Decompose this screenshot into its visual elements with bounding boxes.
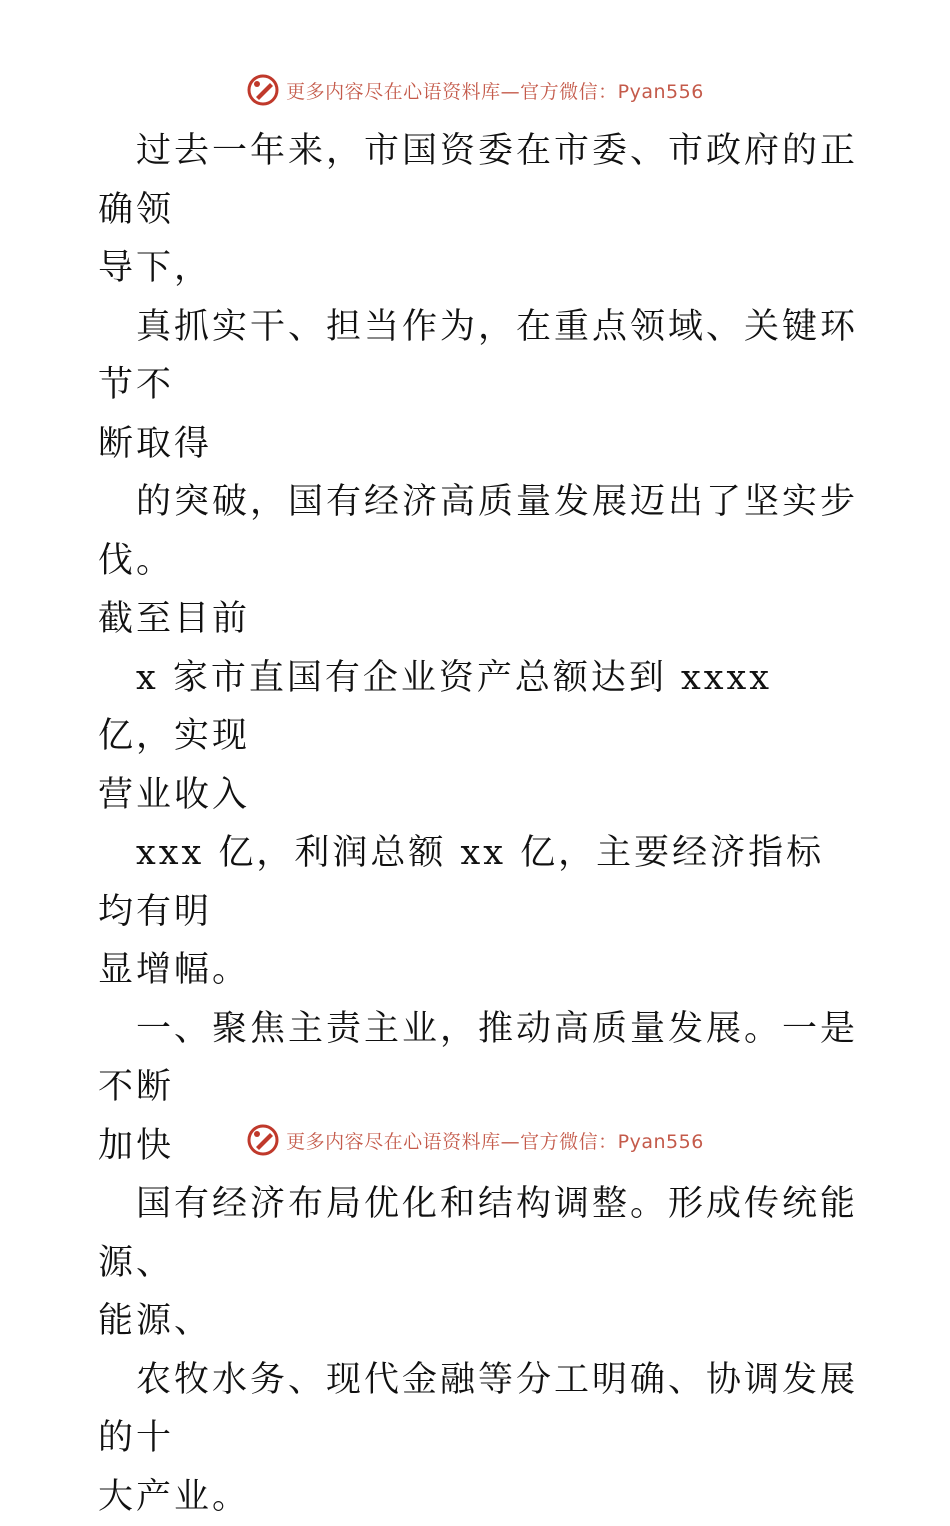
paragraph-3: 的突破，国有经济高质量发展迈出了坚实步伐。 截至目前 bbox=[98, 473, 858, 649]
red-ink-pen-logo-icon bbox=[246, 73, 280, 107]
footer-banner-text: 更多内容尽在心语资料库—官方微信：Pyan556 bbox=[286, 1127, 704, 1154]
red-ink-pen-logo-icon bbox=[246, 1123, 280, 1157]
paragraph-1: 过去一年来，市国资委在市委、市政府的正确领 导下， bbox=[98, 122, 858, 298]
paragraph-4: x 家市直国有企业资产总额达到 xxxx 亿，实现 营业收入 bbox=[98, 649, 858, 825]
paragraph-8: 农牧水务、现代金融等分工明确、协调发展的十 大产业。 bbox=[98, 1351, 858, 1526]
footer-banner bbox=[0, 1120, 950, 1160]
document-body bbox=[98, 122, 858, 1526]
header-banner bbox=[0, 70, 950, 110]
header-banner-text: 更多内容尽在心语资料库—官方微信：Pyan556 bbox=[286, 77, 704, 104]
paragraph-6: 一、聚焦主责主业，推动高质量发展。一是不断 加快 bbox=[98, 1000, 858, 1176]
paragraph-2: 真抓实干、担当作为，在重点领域、关键环节不 断取得 bbox=[98, 298, 858, 474]
paragraph-5: xxx 亿，利润总额 xx 亿，主要经济指标均有明 显增幅。 bbox=[98, 824, 858, 1000]
paragraph-7: 国有经济布局优化和结构调整。形成传统能源、 能源、 bbox=[98, 1175, 858, 1351]
